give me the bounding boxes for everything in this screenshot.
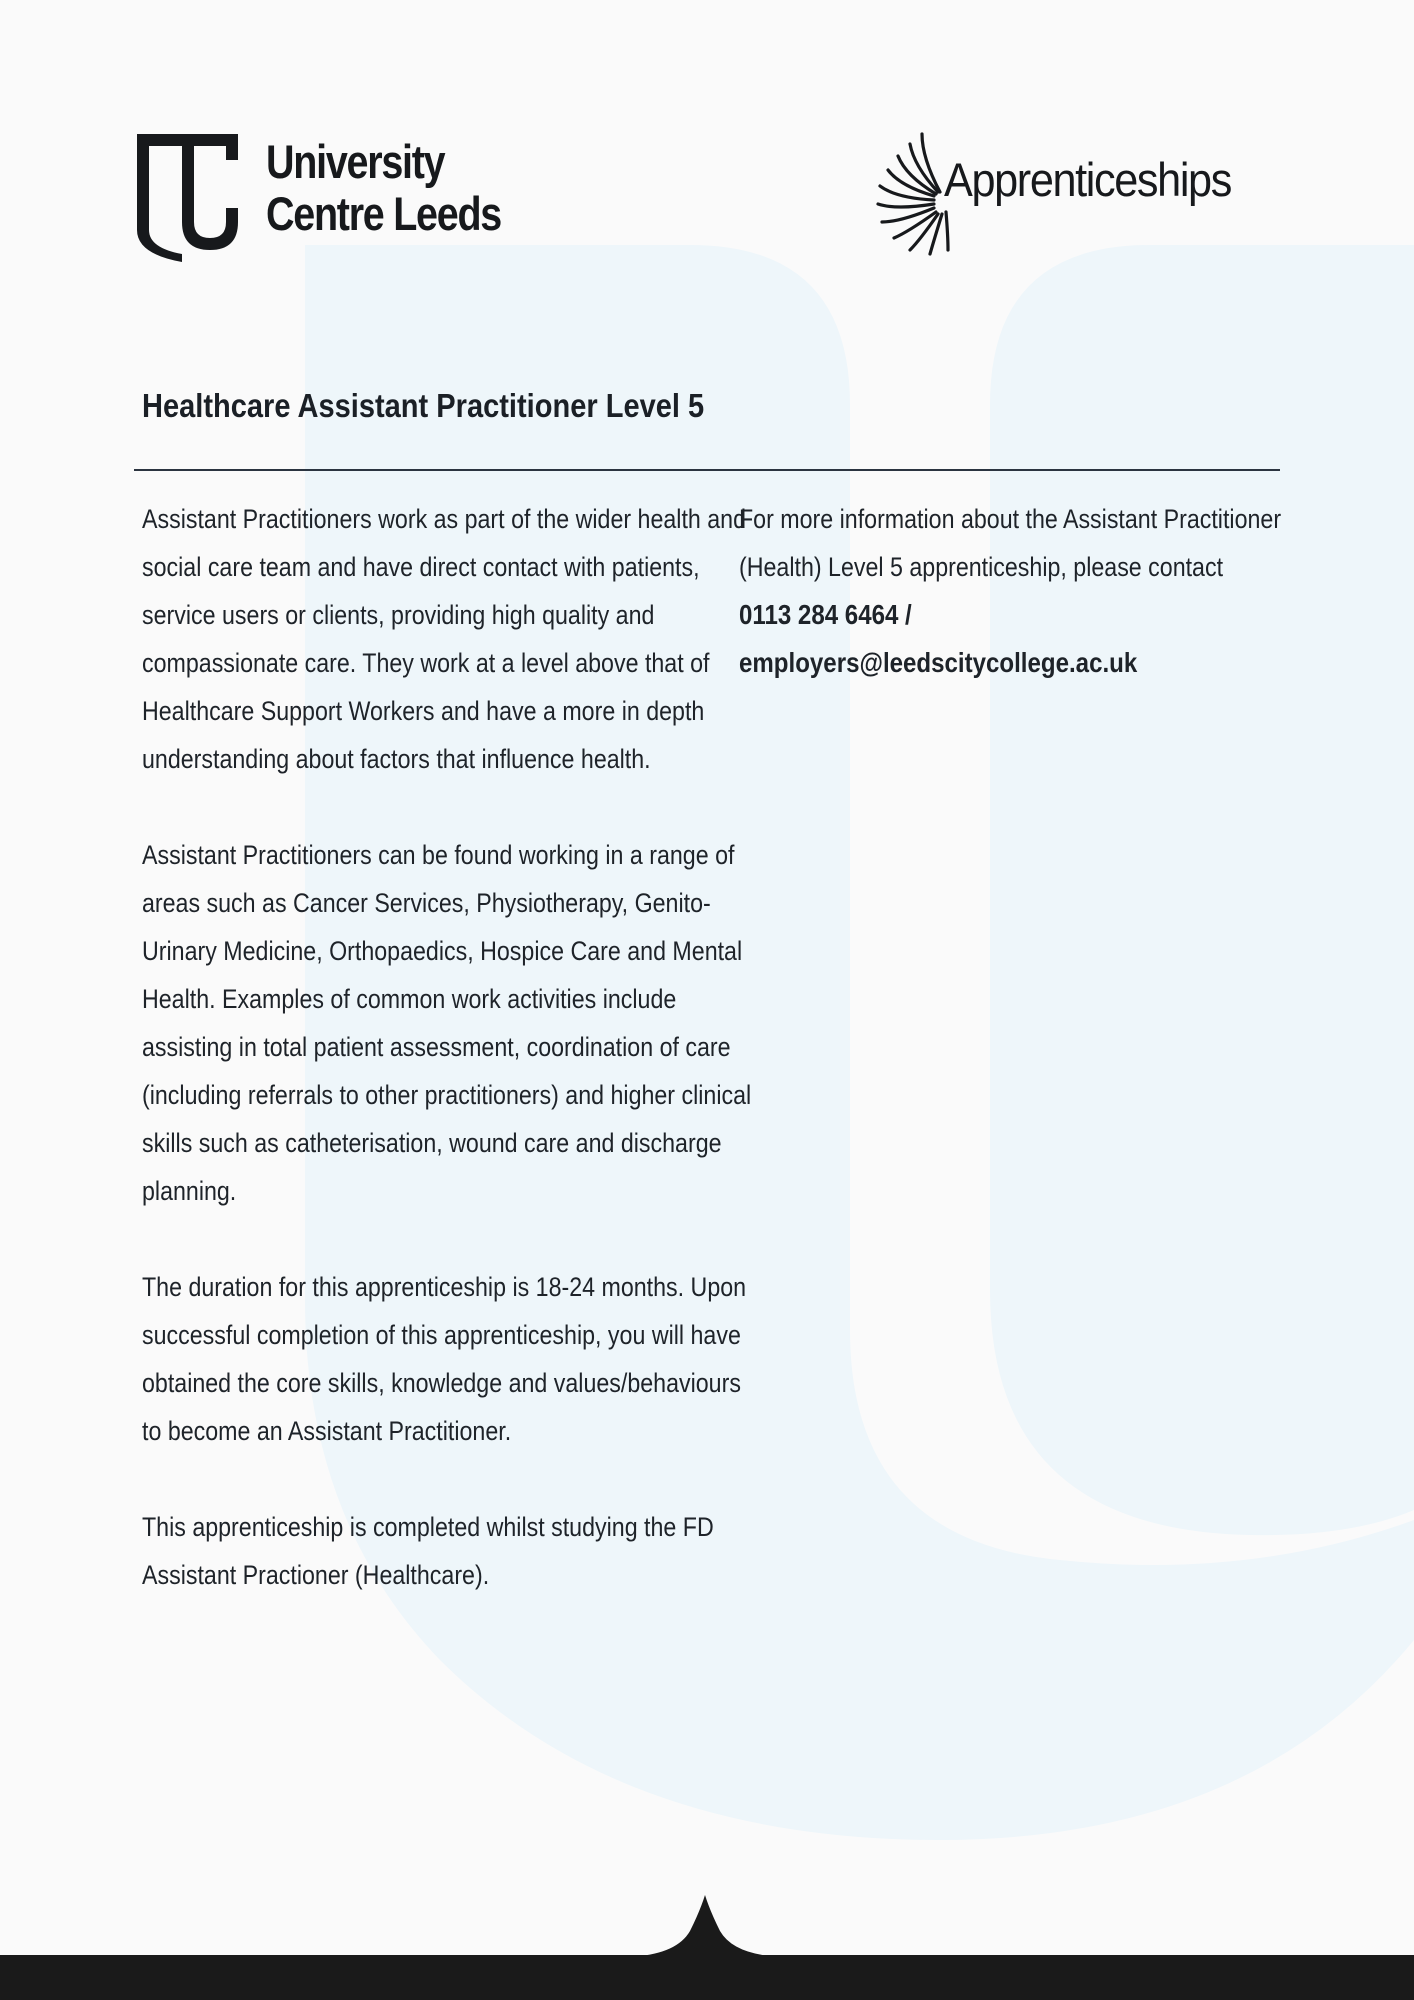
page-title: Healthcare Assistant Practitioner Level 5: [142, 387, 705, 424]
page-header: [0, 0, 1414, 280]
contact-separator: /: [898, 599, 912, 630]
ucl-shield-icon: [132, 130, 242, 266]
description-column: [142, 495, 762, 1599]
description-paragraph-role: Assistant Practitioners work as part of the wider health and social care team and have direct contact with patients, service users or clients, providing high quality and compassionate care. They work at a level above that of Healthcare Support Workers and have a more in depth understanding about factors that influence health.: [142, 504, 747, 774]
ucl-wordmark: [266, 136, 501, 240]
contact-email-link[interactable]: employers@leedscitycollege.ac.uk: [739, 647, 1138, 678]
description-paragraph-areas: Assistant Practitioners can be found working in a range of areas such as Cancer Services, Physiotherapy, Genito-Urinary Medicine, Orthopaedics, Hospice Care and Mental Health. Examples of common work activities include assisting in total patient assessment, coordination of care (including referrals to other practitioners) and higher clinical skills such as catheterisation, wound care and discharge planning.: [142, 840, 752, 1206]
apprenticeships-wordmark: Apprenticeships: [944, 153, 1231, 206]
title-divider: [134, 469, 1280, 471]
description-paragraph-duration: The duration for this apprenticeship is 18-24 months. Upon successful completion of this apprenticeship, you will have obtained the core skills, knowledge and values/behaviours to become an Assistant Practitioner.: [142, 1272, 747, 1446]
footer-bar: [0, 1955, 1414, 2000]
contact-phone[interactable]: 0113 284 6464: [739, 599, 899, 630]
apprenticeships-logo: [872, 128, 1272, 258]
contact-intro: For more information about the Assistant Practitioner (Health) Level 5 apprenticeship, please contact: [739, 504, 1282, 582]
footer-notch: [620, 1895, 790, 1957]
contact-block: [739, 495, 1338, 687]
contact-column: [739, 495, 1339, 687]
description-paragraph-qualification: This apprenticeship is completed whilst studying the FD Assistant Practioner (Healthcare).: [142, 1512, 714, 1590]
university-centre-leeds-logo: [132, 130, 542, 266]
ucl-wordmark-line1: University: [266, 135, 445, 188]
ucl-wordmark-line2: Centre Leeds: [266, 187, 502, 240]
